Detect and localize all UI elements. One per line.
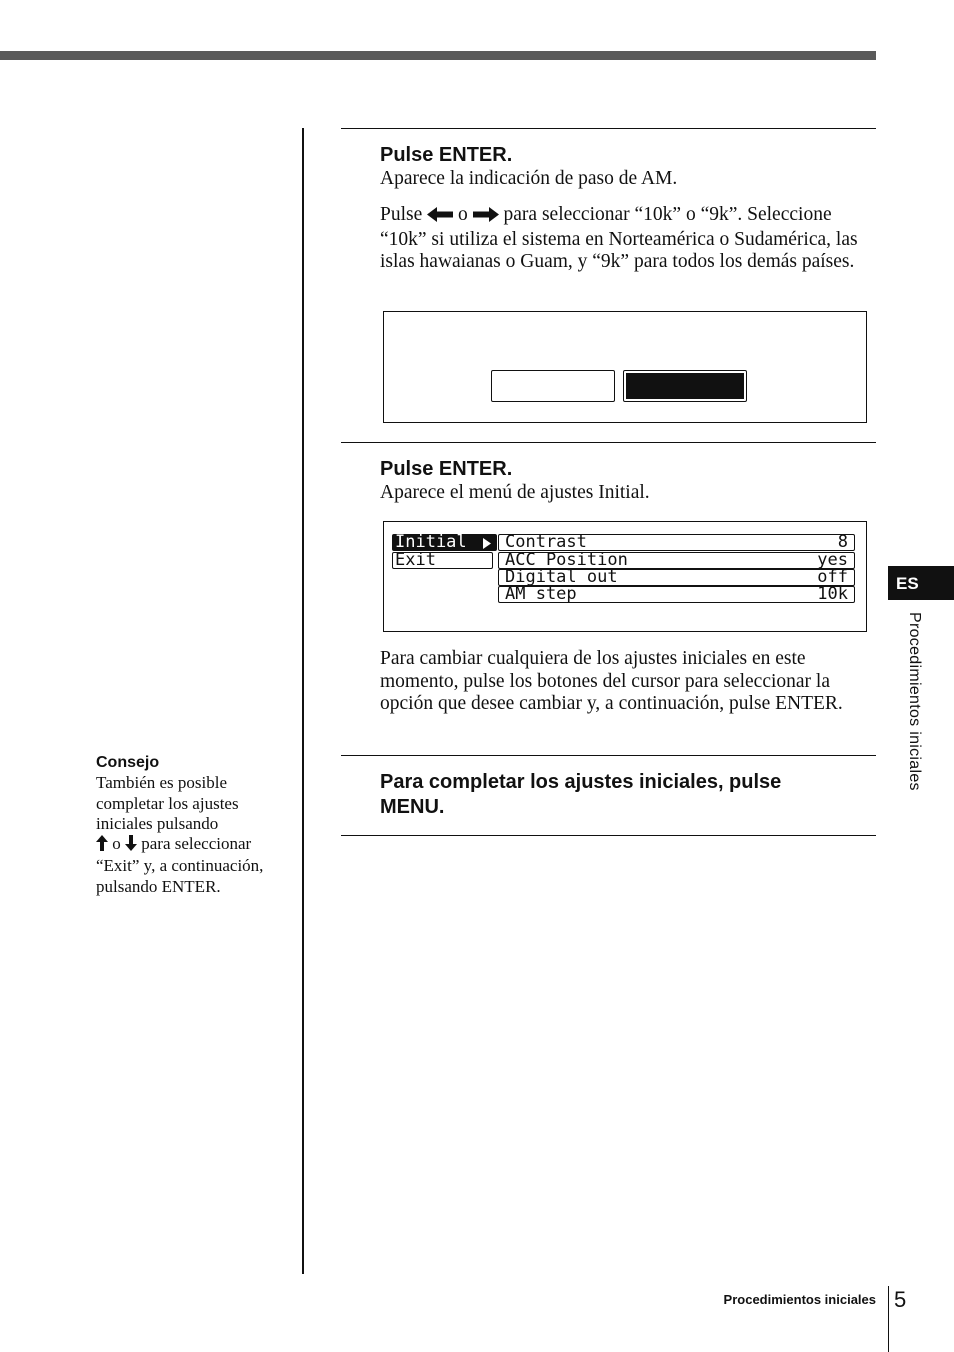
menu-item-value: 8: [837, 532, 848, 552]
menu-tab-initial: [392, 534, 497, 551]
down-arrow-icon: [125, 835, 137, 856]
step-divider: [341, 755, 876, 756]
select-pre: Pulse: [380, 204, 423, 225]
select-rest: Seleccione “10k” si utiliza el sistema en Norteamérica o Sudamérica, las islas hawaianas o Guam, y “9k” para todos los demás países.: [380, 204, 858, 272]
menu-item-contrast: [498, 534, 855, 551]
step-1-text: Aparece la indicación de paso de AM.: [380, 168, 678, 189]
tip-title: Consejo: [96, 754, 160, 771]
menu-tab-label: Exit: [395, 550, 436, 570]
up-arrow-icon: [96, 835, 108, 856]
section-side-label: Procedimientos iniciales: [906, 612, 923, 791]
step-1-instructions: [380, 204, 875, 274]
right-arrow-icon: [473, 206, 499, 229]
step-divider: [341, 128, 876, 129]
footer-section: Procedimientos iniciales: [723, 1292, 876, 1307]
menu-item-label: Contrast: [505, 532, 587, 552]
tip-text-part1: También es posible completar los ajustes iniciales pulsando: [96, 773, 239, 833]
menu-item-label: Digital out: [505, 567, 618, 587]
top-rule: [0, 51, 876, 60]
menu-item-value: yes: [817, 550, 848, 570]
select-or: o: [458, 204, 468, 225]
step-divider: [341, 835, 876, 836]
step-divider: [341, 442, 876, 443]
tip-or: o: [112, 834, 121, 854]
menu-item-label: ACC Position: [505, 550, 628, 570]
am-step-screen: [383, 311, 867, 423]
menu-item-value: off: [817, 567, 848, 587]
caret-right-icon: [483, 537, 491, 552]
menu-item-am-step: [498, 586, 855, 603]
menu-tab-exit: [392, 552, 493, 569]
initial-menu-screen: [383, 521, 867, 632]
left-arrow-icon: [427, 206, 453, 229]
tip-text: [96, 773, 296, 897]
step-2-text: Aparece el menú de ajustes Initial.: [380, 482, 650, 503]
language-tab: ES: [888, 566, 954, 600]
option-box-10k-selected: [623, 370, 747, 402]
option-box-9k: [491, 370, 615, 402]
step-1-heading: Pulse ENTER.: [380, 144, 513, 166]
tip-text-part2: para seleccionar “Exit” y, a continuación, pulsando ENTER.: [96, 834, 264, 896]
select-post: para seleccionar “10k” o “9k”.: [503, 204, 743, 225]
column-divider: [302, 128, 304, 1274]
menu-item-value: 10k: [817, 584, 848, 604]
footer-divider: [888, 1286, 889, 1352]
tip-box: [96, 753, 296, 897]
menu-tab-label: Initial: [395, 532, 467, 552]
step-2-heading: Pulse ENTER.: [380, 458, 513, 480]
step-3-heading: Para completar los ajustes iniciales, pulse MENU.: [380, 771, 782, 818]
menu-item-label: AM step: [505, 584, 577, 604]
step-2-explanation: Para cambiar cualquiera de los ajustes iniciales en este momento, pulse los botones del cursor para seleccionar la opción que desee cambiar y, a continuación, pulse ENTER.: [380, 648, 843, 714]
page-number: 5: [894, 1287, 907, 1312]
